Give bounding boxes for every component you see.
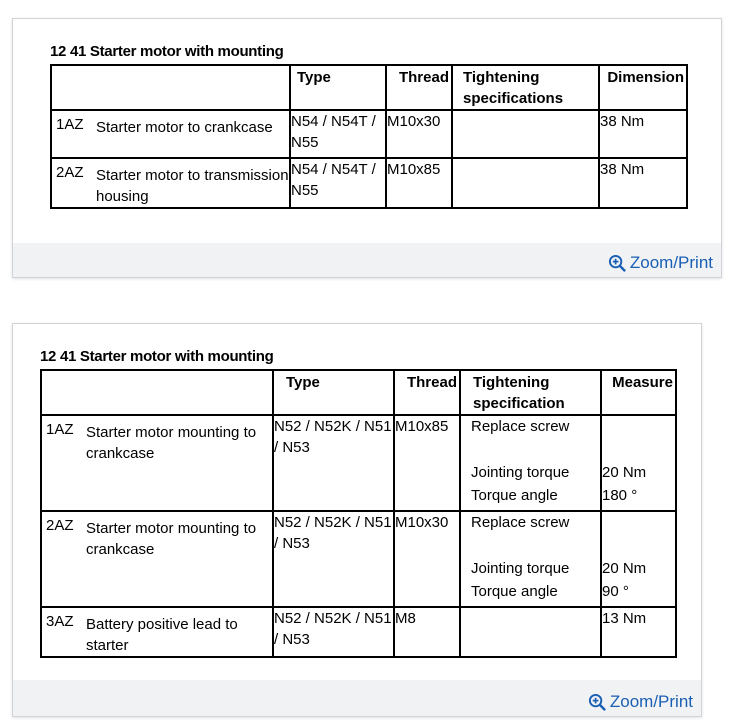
- thread-cell: M8: [394, 607, 460, 657]
- tightening-step: Jointing torque: [471, 560, 570, 577]
- description: Starter motor to crankcase: [96, 119, 273, 136]
- thread-cell: M10x85: [386, 158, 452, 208]
- thread-cell: M10x85: [394, 415, 460, 511]
- zoom-print-link[interactable]: [588, 692, 693, 712]
- description: Battery positive lead to starter: [86, 616, 238, 654]
- table-row: [41, 511, 676, 607]
- header-thread: Thread: [386, 65, 452, 110]
- value-cell: 20 Nm: [602, 464, 647, 481]
- position-label: 2AZ: [46, 517, 74, 534]
- type-cell: N52 / N52K / N51 / N53: [273, 511, 394, 607]
- position-label: 2AZ: [56, 164, 84, 181]
- position-label: 1AZ: [46, 421, 74, 438]
- value-cell: 90 °: [602, 583, 629, 600]
- header-measure: Measure: [601, 370, 676, 415]
- description: Starter motor mounting to crankcase: [86, 520, 257, 558]
- zoom-print-link[interactable]: [608, 253, 713, 273]
- thread-cell: M10x30: [386, 110, 452, 158]
- tightening-step: Replace screw: [471, 514, 570, 531]
- table-title: 12 41 Starter motor with mounting: [50, 43, 284, 60]
- value-cell: 13 Nm: [601, 607, 676, 657]
- table-header-row: [41, 370, 676, 415]
- position-label: 1AZ: [56, 116, 84, 133]
- header-thread: Thread: [394, 370, 460, 415]
- tightening-step: Torque angle: [471, 487, 558, 504]
- spec-card-2: [12, 323, 702, 717]
- spec-table: [50, 64, 688, 209]
- table-row: [51, 158, 687, 208]
- thread-cell: M10x30: [394, 511, 460, 607]
- type-cell: N52 / N52K / N51 / N53: [273, 607, 394, 657]
- table-row: [51, 110, 687, 158]
- card-footer: [13, 680, 701, 716]
- type-cell: N52 / N52K / N51 / N53: [273, 415, 394, 511]
- zoom-in-icon: [588, 693, 607, 712]
- value-cell: 180 °: [602, 487, 638, 504]
- value-cell: 38 Nm: [599, 110, 687, 158]
- tightening-cell: [452, 158, 599, 208]
- table-row: [41, 607, 676, 657]
- table-title: 12 41 Starter motor with mounting: [40, 348, 274, 365]
- header-dimension: Dimension: [599, 65, 687, 110]
- type-cell: N54 / N54T / N55: [290, 110, 386, 158]
- table-row: [41, 415, 676, 511]
- card-footer: [13, 243, 721, 277]
- header-type: Type: [273, 370, 394, 415]
- value-cell: 20 Nm: [602, 560, 647, 577]
- tightening-cell: [460, 607, 601, 657]
- tightening-step: Torque angle: [471, 583, 558, 600]
- tightening-step: Jointing torque: [471, 464, 570, 481]
- position-label: 3AZ: [46, 613, 74, 630]
- header-empty: [51, 65, 290, 110]
- description: Starter motor to transmission housing: [96, 167, 289, 205]
- tightening-step: Replace screw: [471, 418, 570, 435]
- header-type: Type: [290, 65, 386, 110]
- header-tightening: Tightening specifications: [452, 65, 599, 110]
- description: Starter motor mounting to crankcase: [86, 424, 257, 462]
- spec-table: [40, 369, 677, 658]
- table-header-row: [51, 65, 687, 110]
- header-empty: [41, 370, 273, 415]
- zoom-print-label: Zoom/Print: [609, 692, 693, 711]
- value-cell: 38 Nm: [599, 158, 687, 208]
- type-cell: N54 / N54T / N55: [290, 158, 386, 208]
- tightening-cell: [452, 110, 599, 158]
- header-tightening: Tightening specification: [460, 370, 601, 415]
- spec-card-1: [12, 18, 722, 278]
- zoom-in-icon: [608, 254, 627, 273]
- zoom-print-label: Zoom/Print: [629, 253, 713, 272]
